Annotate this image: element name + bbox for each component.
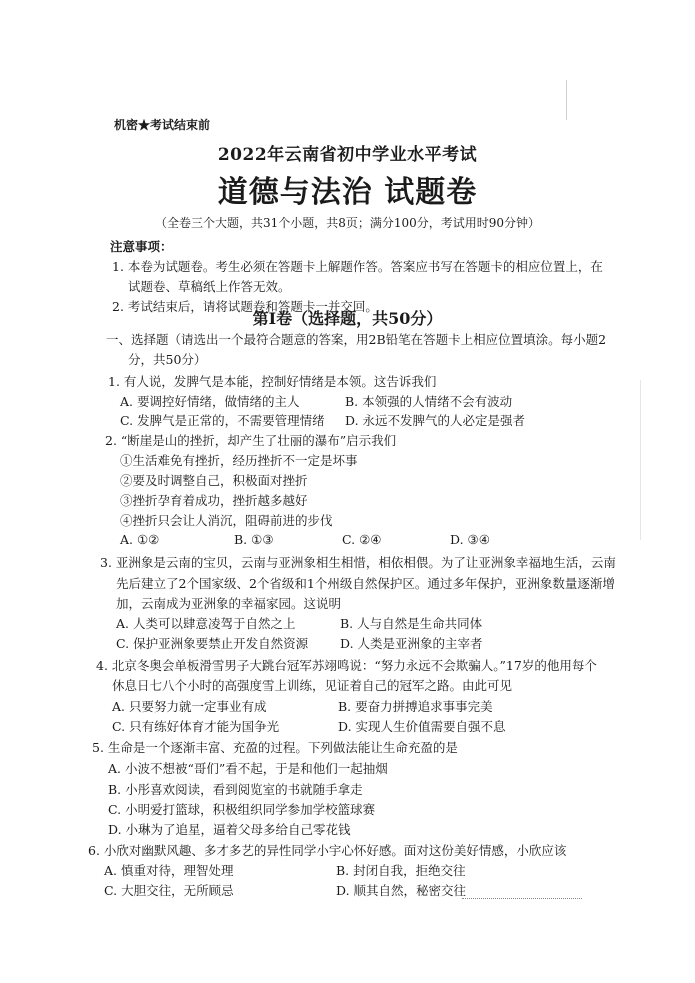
question-2-stem: 2. “断崖是山的挫折，却产生了壮丽的瀑布”启示我们 bbox=[105, 433, 397, 448]
question-4-line-1: 4. 北京冬奥会单板滑雪男子大跳台冠军苏翊鸣说：“努力永远不会欺骗人。”17岁的他用每个 bbox=[96, 658, 597, 673]
q2-option-d: D. ③④ bbox=[450, 532, 490, 547]
q3-option-c: C. 保护亚洲象要禁止开发自然资源 bbox=[116, 636, 309, 651]
q5-option-d: D. 小琳为了追星，逼着父母多给自己零花钱 bbox=[108, 822, 351, 837]
question-1-stem: 1. 有人说，发脾气是本能，控制好情绪是本领。这告诉我们 bbox=[108, 374, 437, 389]
q1-option-a: A. 要调控好情绪，做情绪的主人 bbox=[120, 394, 300, 409]
q6-option-b: B. 封闭自我，拒绝交往 bbox=[336, 863, 466, 878]
q2-statement-4: ④挫折只会让人消沉，阻碍前进的步伐 bbox=[120, 513, 333, 528]
q5-option-a: A. 小波不想被“哥们”看不起，于是和他们一起抽烟 bbox=[108, 761, 388, 776]
question-6-stem: 6. 小欣对幽默风趣、多才多艺的异性同学小宇心怀好感。面对这份美好情感，小欣应该 bbox=[88, 843, 567, 858]
q3-option-b: B. 人与自然是生命共同体 bbox=[340, 616, 483, 631]
scan-artifact-line bbox=[566, 80, 567, 120]
section-instructions-line-2: 分，共50分） bbox=[128, 352, 207, 367]
section-instructions-line-1: 一、选择题（请选出一个最符合题意的答案，用2B铅笔在答题卡上相应位置填涂。每小题2 bbox=[106, 332, 607, 347]
q4-option-c: C. 只有练好体育才能为国争光 bbox=[112, 719, 280, 734]
confidential-label: 机密★考试结束前 bbox=[114, 118, 211, 132]
q2-statement-3: ③挫折孕育着成功，挫折越多越好 bbox=[120, 493, 308, 508]
exam-title: 2022年云南省初中学业水平考试 bbox=[217, 145, 478, 165]
q2-statement-1: ①生活难免有挫折，经历挫折不一定是坏事 bbox=[120, 453, 358, 468]
question-3-line-1: 3. 亚洲象是云南的宝贝，云南与亚洲象相生相惜，相依相偎。为了让亚洲象幸福地生活，云南 bbox=[100, 555, 616, 570]
q6-option-c: C. 大胆交往，无所顾忌 bbox=[104, 883, 234, 898]
q5-option-c: C. 小明爱打篮球，积极组织同学参加学校篮球赛 bbox=[108, 802, 376, 817]
q2-option-c: C. ②④ bbox=[342, 532, 382, 547]
q1-option-d: D. 永远不发脾气的人必定是强者 bbox=[345, 413, 526, 428]
question-3-line-3: 加，云南成为亚洲象的幸福家园。这说明 bbox=[116, 596, 342, 611]
notes-heading: 注意事项： bbox=[110, 239, 173, 254]
q3-option-a: A. 人类可以肆意凌驾于自然之上 bbox=[116, 616, 296, 631]
note-1-line-2: 试题卷、草稿纸上作答无效。 bbox=[128, 279, 291, 294]
scan-artifact-line bbox=[640, 380, 641, 540]
question-3-line-2: 先后建立了2个国家级、2个省级和1个州级自然保护区。通过多年保护，亚洲象数量逐渐增 bbox=[116, 576, 615, 591]
q2-option-b: B. ①③ bbox=[234, 532, 274, 547]
q2-option-a: A. ①② bbox=[120, 532, 160, 547]
q4-option-d: D. 实现人生价值需要自强不息 bbox=[338, 719, 506, 734]
q6-option-a: A. 慎重对待，理智处理 bbox=[104, 863, 234, 878]
q1-option-c: C. 发脾气是正常的，不需要管理情绪 bbox=[120, 413, 325, 428]
exam-info: （全卷三个大题，共31个小题，共8页；满分100分，考试用时90分钟） bbox=[154, 216, 541, 230]
q4-option-a: A. 只要努力就一定事业有成 bbox=[112, 699, 267, 714]
q1-option-b: B. 本领强的人情绪不会有波动 bbox=[345, 394, 513, 409]
q3-option-d: D. 人类是亚洲象的主宰者 bbox=[340, 636, 483, 651]
scan-artifact-dots bbox=[462, 898, 582, 900]
q2-statement-2: ②要及时调整自己，积极面对挫折 bbox=[120, 473, 308, 488]
section-title: 第Ⅰ卷（选择题，共50分） bbox=[252, 309, 443, 328]
q5-option-b: B. 小彤喜欢阅读，看到阅览室的书就随手拿走 bbox=[108, 782, 363, 797]
subject-title: 道德与法治 试题卷 bbox=[217, 175, 478, 210]
note-2: 2. 考试结束后，请将试题卷和答题卡一并交回。 bbox=[112, 299, 378, 314]
q4-option-b: B. 要奋力拼搏追求事事完美 bbox=[338, 699, 493, 714]
q6-option-d: D. 顺其自然，秘密交往 bbox=[336, 883, 467, 898]
note-1-line-1: 1. 本卷为试题卷。考生必须在答题卡上解题作答。答案应书写在答题卡的相应位置上，在 bbox=[112, 259, 603, 274]
question-5-stem: 5. 生命是一个逐渐丰富、充盈的过程。下列做法能让生命充盈的是 bbox=[92, 740, 458, 755]
question-4-line-2: 休息日七八个小时的高强度雪上训练，见证着自己的冠军之路。由此可见 bbox=[112, 678, 513, 693]
